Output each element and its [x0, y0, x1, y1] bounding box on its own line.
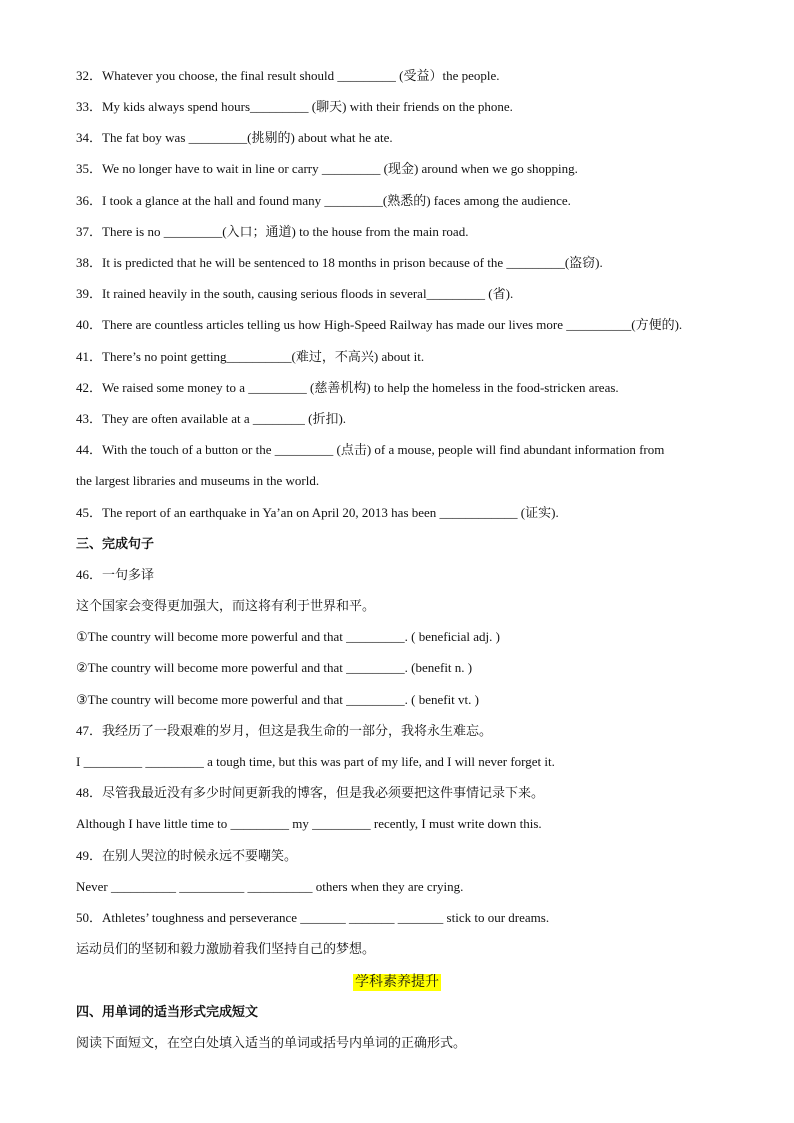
question-46-option-3: ③The country will become more powerful and that _________. ( benefit vt. ) — [76, 692, 479, 707]
question-38: 38．It is predicted that he will be sentenced to 18 months in prison because of the _________(盗窃). — [76, 255, 603, 270]
question-46-option-1: ①The country will become more powerful and that _________. ( beneficial adj. ) — [76, 629, 500, 644]
question-33: 33．My kids always spend hours_________ (聊天) with their friends on the phone. — [76, 99, 513, 114]
question-41: 41．There’s no point getting__________(难过，不高兴) about it. — [76, 349, 425, 364]
question-50-chinese: 运动员们的坚韧和毅力激励着我们坚持自己的梦想。 — [76, 941, 376, 956]
question-47-chinese: 47．我经历了一段艰难的岁月，但这是我生命的一部分，我将永生难忘。 — [76, 723, 493, 738]
question-40: 40．There are countless articles telling us how High-Speed Railway has made our lives more __________(方便的). — [76, 317, 683, 332]
section-3-title: 三、完成句子 — [76, 536, 155, 551]
section-4-title: 四、用单词的适当形式完成短文 — [76, 1004, 259, 1019]
highlight-banner — [0, 971, 794, 991]
question-48-english: Although I have little time to _________ my _________ recently, I must write down this. — [76, 816, 542, 831]
question-36: 36．I took a glance at the hall and found many _________(熟悉的) faces among the audience. — [76, 193, 571, 208]
highlight-text: 学科素养提升 — [355, 975, 439, 990]
section-4-instruction: 阅读下面短文，在空白处填入适当的单词或括号内单词的正确形式。 — [76, 1035, 467, 1050]
question-48-chinese: 48．尽管我最近没有多少时间更新我的博客，但是我必须要把这件事情记录下来。 — [76, 785, 545, 800]
question-43: 43．They are often available at a ________ (折扣). — [76, 411, 347, 426]
question-47-english: I _________ _________ a tough time, but this was part of my life, and I will never forget it. — [76, 754, 555, 769]
question-49-english: Never __________ __________ __________ others when they are crying. — [76, 879, 464, 894]
question-46-option-2: ②The country will become more powerful and that _________. (benefit n. ) — [76, 660, 473, 675]
question-32: 32．Whatever you choose, the final result should _________ (受益）the people. — [76, 68, 500, 83]
question-46: 46．一句多译 — [76, 567, 155, 582]
question-49-chinese: 49．在别人哭泣的时候永远不要嘲笑。 — [76, 848, 298, 863]
question-35: 35．We no longer have to wait in line or carry _________ (现金) around when we go shopping. — [76, 161, 578, 176]
question-44: 44．With the touch of a button or the _________ (点击) of a mouse, people will find abundant information from — [76, 442, 665, 457]
question-37: 37．There is no _________(入口；通道) to the house from the main road. — [76, 224, 469, 239]
question-39: 39．It rained heavily in the south, causing serious floods in several_________ (省). — [76, 286, 514, 301]
question-50-english: 50．Athletes’ toughness and perseverance _______ _______ _______ stick to our dreams. — [76, 910, 550, 925]
question-46-chinese: 这个国家会变得更加强大，而这将有利于世界和平。 — [76, 598, 376, 613]
question-34: 34．The fat boy was _________(挑剔的) about what he ate. — [76, 130, 393, 145]
question-44-continued: the largest libraries and museums in the world. — [76, 473, 320, 488]
question-42: 42．We raised some money to a _________ (慈善机构) to help the homeless in the food-stricken areas. — [76, 380, 619, 395]
question-45: 45．The report of an earthquake in Ya’an on April 20, 2013 has been ____________ (证实). — [76, 505, 559, 520]
